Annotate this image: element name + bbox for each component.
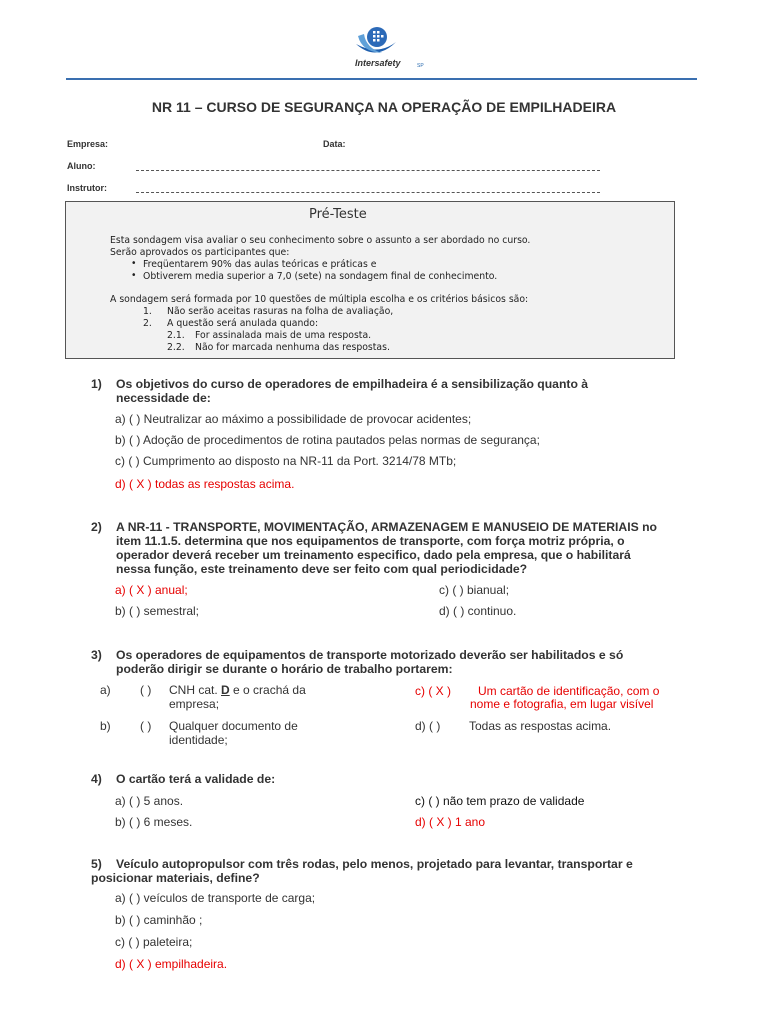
question-2-option-a-selected[interactable]: a) ( X ) anual;	[115, 583, 188, 597]
question-2-option-d[interactable]: d) ( ) continuo.	[439, 604, 517, 618]
question-1-number: 1)	[91, 377, 102, 391]
question-3-option-c-line-2: nome e fotografia, em lugar visível	[470, 697, 654, 711]
option-a-category: D	[221, 683, 230, 697]
question-3-text-line-1: Os operadores de equipamentos de transporte motorizado deverão ser habilitados e só	[116, 648, 624, 662]
instrutor-field-line[interactable]	[136, 192, 600, 193]
question-3-option-b-line-2: identidade;	[169, 733, 228, 747]
bullet-icon: •	[131, 270, 137, 281]
question-1-text-line-2: necessidade de:	[116, 391, 211, 405]
pre-test-title: Pré-Teste	[309, 207, 367, 222]
instrutor-label: Instrutor:	[67, 183, 107, 193]
pre-test-bullet-2: Obtiverem media superior a 7,0 (sete) na sondagem final de conhecimento.	[143, 271, 498, 282]
question-1-option-a[interactable]: a) ( ) Neutralizar ao máximo a possibilidade de provocar acidentes;	[115, 412, 472, 426]
question-5-option-a[interactable]: a) ( ) veículos de transporte de carga;	[115, 891, 316, 905]
question-2-option-c[interactable]: c) ( ) bianual;	[439, 583, 510, 597]
question-5-number: 5)	[91, 857, 102, 871]
pre-test-bullet-1: Freqüentarem 90% das aulas teóricas e práticas e	[143, 259, 377, 270]
question-1-option-b[interactable]: b) ( ) Adoção de procedimentos de rotina pautados pelas normas de segurança;	[115, 433, 540, 447]
question-1-text-line-1: Os objetivos do curso de operadores de empilhadeira é a sensibilização quanto à	[116, 377, 589, 391]
logo-name: Intersafety	[355, 58, 401, 68]
data-label: Data:	[323, 139, 346, 149]
question-4-option-b[interactable]: b) ( ) 6 meses.	[115, 815, 193, 829]
criteria-1-number: 1.	[143, 306, 152, 317]
empresa-label: Empresa:	[67, 139, 109, 149]
question-3-option-a-line-1[interactable]	[169, 683, 306, 697]
pre-test-intro-2: Serão aprovados os participantes que:	[110, 247, 290, 258]
question-3-number: 3)	[91, 648, 102, 662]
question-5-option-b[interactable]: b) ( ) caminhão ;	[115, 913, 203, 927]
question-3-option-b-checkbox[interactable]: ( )	[140, 719, 152, 733]
question-3-option-a-line-2: empresa;	[169, 697, 220, 711]
criteria-2: A questão será anulada quando:	[167, 318, 319, 329]
question-3-option-c-line-1[interactable]: Um cartão de identificação, com o	[478, 684, 660, 698]
question-4-number: 4)	[91, 772, 102, 786]
bullet-icon: •	[131, 258, 137, 269]
question-3-option-d-text[interactable]: Todas as respostas acima.	[469, 719, 612, 733]
question-2-option-b[interactable]: b) ( ) semestral;	[115, 604, 200, 618]
logo-superscript: SP	[417, 63, 424, 69]
criteria-2-2-number: 2.2.	[167, 342, 185, 353]
option-a-post: e o crachá da	[229, 683, 306, 697]
question-3-option-b-letter[interactable]: b)	[100, 719, 111, 733]
question-2-text-line-3: operador deverá receber um treinamento especifico, dado pela empresa, que o habilitará	[116, 548, 631, 562]
option-a-pre: CNH cat.	[169, 683, 222, 697]
criteria-2-1-number: 2.1.	[167, 330, 185, 341]
aluno-field-line[interactable]	[136, 170, 600, 171]
question-3-option-b-line-1[interactable]: Qualquer documento de	[169, 719, 298, 733]
question-4-option-a[interactable]: a) ( ) 5 anos.	[115, 794, 184, 808]
question-2-text-line-4: nessa função, este treinamento deve ser feito com qual periodicidade?	[116, 562, 528, 576]
criteria-2-1: For assinalada mais de uma resposta.	[195, 330, 372, 341]
question-2-number: 2)	[91, 520, 102, 534]
question-3-option-a-letter[interactable]: a)	[100, 683, 111, 697]
header-divider	[66, 78, 697, 80]
question-5-text-line-2: posicionar materiais, define?	[91, 871, 260, 885]
question-4-option-d-selected[interactable]: d) ( X ) 1 ano	[415, 815, 486, 829]
aluno-label: Aluno:	[67, 161, 96, 171]
pre-test-intro-1: Esta sondagem visa avaliar o seu conhecimento sobre o assunto a ser abordado no curso.	[110, 235, 531, 246]
question-2-text-line-2: item 11.1.5. determina que nos equipamentos de transporte, com força motriz própria, o	[116, 534, 625, 548]
question-3-option-a-checkbox[interactable]: ( )	[140, 683, 152, 697]
question-2-text-line-1: A NR-11 - TRANSPORTE, MOVIMENTAÇÃO, ARMAZENAGEM E MANUSEIO DE MATERIAIS no	[116, 520, 657, 534]
page-title: NR 11 – CURSO DE SEGURANÇA NA OPERAÇÃO DE EMPILHADEIRA	[151, 99, 617, 115]
question-1-option-c[interactable]: c) ( ) Cumprimento ao disposto na NR-11 da Port. 3214/78 MTb;	[115, 454, 457, 468]
intersafety-logo-icon	[352, 22, 400, 62]
question-3-text-line-2: poderão dirigir se durante o horário de trabalho portarem:	[116, 662, 453, 676]
pre-test-criteria: A sondagem será formada por 10 questões de múltipla escolha e os critérios básicos são:	[110, 294, 529, 305]
criteria-1: Não serão aceitas rasuras na folha de avaliação,	[167, 306, 394, 317]
question-1-option-d-selected[interactable]: d) ( X ) todas as respostas acima.	[115, 477, 295, 491]
question-5-text-line-1: Veículo autopropulsor com três rodas, pelo menos, projetado para levantar, transportar e	[116, 857, 633, 871]
criteria-2-number: 2.	[143, 318, 152, 329]
question-4-text: O cartão terá a validade de:	[116, 772, 276, 786]
question-4-option-c[interactable]: c) ( ) não tem prazo de validade	[415, 794, 585, 808]
criteria-2-2: Não for marcada nenhuma das respostas.	[195, 342, 390, 353]
question-5-option-c[interactable]: c) ( ) paleteira;	[115, 935, 193, 949]
question-5-option-d-selected[interactable]: d) ( X ) empilhadeira.	[115, 957, 228, 971]
question-3-option-d[interactable]: d) ( )	[415, 719, 441, 733]
question-3-option-c-selected[interactable]: c) ( X )	[415, 684, 451, 698]
